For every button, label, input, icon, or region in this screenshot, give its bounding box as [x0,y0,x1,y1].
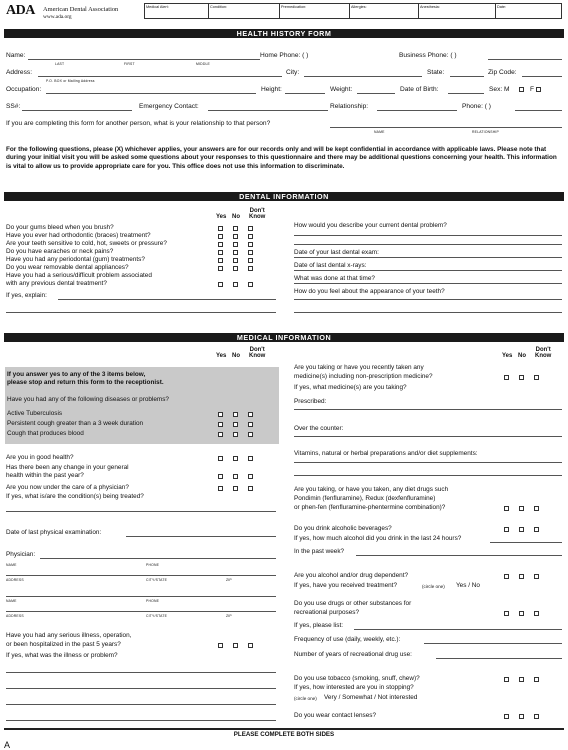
physician-label: Physician: [6,551,36,558]
med-q-past-week: In the past week? [294,548,345,555]
med-checkbox[interactable] [248,474,253,479]
dental-checkbox[interactable] [233,258,238,263]
frequency-field[interactable] [424,643,562,644]
med-q-change-2: health within the past year? [6,472,84,479]
med-checkbox[interactable] [534,527,539,532]
business-phone-field[interactable] [488,59,562,60]
ss-label: SS#: [6,103,21,110]
height-label: Height: [261,86,282,93]
state-label: State: [427,69,445,76]
med-checkbox[interactable] [504,611,509,616]
med-checkbox[interactable] [534,611,539,616]
physician-address-field[interactable] [6,575,276,576]
physician-citystate-hint: CITY/STATE [146,578,168,582]
dental-yes-header: Yes [216,214,227,221]
med-checkbox[interactable] [248,486,253,491]
intro-paragraph: For the following questions, please (X) whichever applies, your answers are for our records only and will be kept confidential in accordance with applicable laws. Please note that during your initial visit you will be asked some questions about your responses to this questionnaire and there may be additional questions concerning your health. This information is vital to allow us to provide appropriate care for you. This office does not use this information to discriminate. [6,146,557,170]
med-checkbox[interactable] [233,474,238,479]
physician2-citystate-hint: CITY/STATE [146,614,168,618]
med-checkbox[interactable] [504,375,509,380]
circle-one-hint: (circle one) [422,584,445,589]
med-checkbox[interactable] [504,574,509,579]
medical-right-no-header: No [518,353,526,360]
med-checkbox[interactable] [504,527,509,532]
tb-checkbox[interactable] [233,432,238,437]
other-person-question: If you are completing this form for another person, what is your relationship to that person? [6,120,271,127]
occupation-label: Occupation: [6,86,42,93]
middle-hint: MIDDLE [196,62,211,66]
relationship-hint: RELATIONSHIP [472,130,500,134]
stopping-interest-options[interactable]: Very / Somewhat / Not interested [324,694,418,701]
dental-q-gums: Do your gums bleed when you brush? [6,224,114,231]
med-q-contacts: Do you wear contact lenses? [294,712,377,719]
conditions-field[interactable] [6,511,276,512]
med-q-physician-care: Are you now under the care of a physician? [6,484,129,491]
illness-field-2[interactable] [6,688,276,689]
tb-cough-blood: Cough that produces blood [7,430,84,437]
dental-checkbox[interactable] [248,234,253,239]
medical-title: MEDICAL INFORMATION [4,333,564,342]
appearance-field-2[interactable] [294,312,562,313]
allergies-box[interactable]: Allergies: [350,4,419,18]
med-checkbox[interactable] [233,456,238,461]
treatment-yes-no[interactable]: Yes / No [456,582,480,589]
med-checkbox[interactable] [519,714,524,719]
med-checkbox[interactable] [218,486,223,491]
dental-explain-field-2[interactable] [6,312,276,313]
tb-checkbox[interactable] [248,422,253,427]
med-checkbox[interactable] [504,506,509,511]
dob-label: Date of Birth: [400,86,439,93]
date-box[interactable]: Date: [497,5,507,9]
address-hint: P.O. BOX or Mailing Address [46,79,95,83]
dental-dontknow-header: Don't Know [249,208,266,221]
dental-q-periodontal: Have you had any periodontal (gum) treatments? [6,256,145,263]
med-checkbox[interactable] [519,574,524,579]
dental-checkbox[interactable] [218,250,223,255]
occupation-field[interactable] [46,93,256,94]
med-q-treatment: If yes, have you received treatment? [294,582,398,589]
last-physical-label: Date of last physical examination: [6,529,102,536]
med-checkbox[interactable] [519,375,524,380]
ada-org-name: American Dental Association [43,6,119,13]
years-field[interactable] [436,658,562,659]
med-q-alcohol: Do you drink alcoholic beverages? [294,525,392,532]
state-field[interactable] [450,76,484,77]
what-done-field[interactable] [294,283,562,284]
emergency-label: Emergency Contact: [139,103,199,110]
medical-right-yes-header: Yes [502,353,513,360]
condition-box[interactable]: Condition: [209,4,280,18]
diseases-question: Have you had any of the following diseases or problems? [7,396,169,403]
premedication-box[interactable]: Premedication: [280,4,350,18]
dental-q-what-done: What was done at that time? [294,275,375,282]
med-checkbox[interactable] [519,527,524,532]
physician-phone-hint: PHONE [146,563,160,567]
corner-label: A [4,740,11,750]
tb-checkbox[interactable] [248,412,253,417]
tb-checkbox[interactable] [218,412,223,417]
med-checkbox[interactable] [233,643,238,648]
vitamins-field-2[interactable] [294,475,562,476]
med-checkbox[interactable] [519,611,524,616]
city-field[interactable] [304,76,422,77]
dental-checkbox[interactable] [248,242,253,247]
med-q-change-1: Has there been any change in your general [6,464,129,471]
tb-persistent-cough: Persistent cough greater than a 3 week duration [7,420,144,427]
name-label: Name: [6,52,26,59]
last-hint: LAST [55,62,65,66]
med-checkbox[interactable] [218,474,223,479]
med-q-years: Number of years of recreational drug use: [294,651,412,658]
physician2-zip-hint: ZIP [226,614,232,618]
weight-label: Weight: [330,86,353,93]
prescribed-field[interactable] [294,409,562,410]
circle-one-hint-2: (circle one) [294,696,317,701]
illness-field-3[interactable] [6,704,276,705]
footer-note: PLEASE COMPLETE BOTH SIDES [233,731,335,738]
dental-q-last-exam: Date of your last dental exam: [294,249,379,256]
physician2-name-hint: NAME [6,599,17,603]
tb-checkbox[interactable] [248,432,253,437]
last-exam-field[interactable] [294,257,562,258]
prescribed-label: Prescribed: [294,398,327,405]
zip-label: Zip Code: [488,69,517,76]
business-phone-label: Business Phone: ( ) [399,52,457,59]
med-q-dependent: Are you alcohol and/or drug dependent? [294,572,409,579]
med-q-diet-1: Are you taking, or have you taken, any diet drugs such [294,486,449,493]
medical-dontknow-header: Don't Know [249,347,266,360]
height-field[interactable] [285,93,325,94]
medical-no-header: No [232,353,240,360]
last-physical-field[interactable] [126,536,276,537]
dental-q-orthodontic: Have you ever had orthodontic (braces) treatment? [6,232,151,239]
med-q-recreational-1: Do you use drugs or other substances for [294,600,412,607]
illness-field-1[interactable] [6,672,276,673]
dental-checkbox[interactable] [218,266,223,271]
emergency-field[interactable] [208,110,328,111]
medical-yes-header: Yes [216,353,227,360]
dental-q-earaches: Do you have earaches or neck pains? [6,248,114,255]
dental-checkbox[interactable] [233,234,238,239]
physician-zip-hint: ZIP [226,578,232,582]
dental-q-describe: How would you describe your current dental problem? [294,222,447,229]
dental-checkbox[interactable] [248,258,253,263]
dental-q-serious-2: with any previous dental treatment? [6,280,107,287]
ada-url: www.ada.org [43,14,72,20]
dental-q-last-xrays: Date of last dental x-rays: [294,262,367,269]
med-q-diet-3: or phen-fen (fenfluramine-phentermine combination)? [294,504,446,511]
last-xrays-field[interactable] [294,270,562,271]
relationship-label: Relationship: [330,103,369,110]
phone-field[interactable] [515,110,562,111]
physician-name-field[interactable] [40,558,276,559]
illness-field-4[interactable] [6,720,276,721]
dental-checkbox[interactable] [233,242,238,247]
otc-field[interactable] [294,436,562,437]
dental-checkbox[interactable] [233,282,238,287]
physician2-address-field[interactable] [6,611,276,612]
med-checkbox[interactable] [248,456,253,461]
physician2-name-field[interactable] [6,596,276,597]
name-hint: NAME [374,130,385,134]
name-field[interactable] [28,59,260,60]
address-label: Address: [6,69,33,76]
dental-checkbox[interactable] [248,250,253,255]
dental-checkbox[interactable] [233,250,238,255]
med-checkbox[interactable] [218,643,223,648]
dental-describe-field-2[interactable] [294,244,562,245]
dental-checkbox[interactable] [233,226,238,231]
med-q-frequency: Frequency of use (daily, weekly, etc.): [294,636,401,643]
dental-no-header: No [232,214,240,221]
phone-label: Phone: ( ) [462,103,491,110]
sex-f-label: F [530,86,535,93]
drug-list-field[interactable] [354,629,562,630]
other-person-field[interactable] [330,127,562,128]
med-checkbox[interactable] [218,456,223,461]
anesthesia-box[interactable]: Anesthesia: [419,4,496,18]
tb-checkbox[interactable] [218,422,223,427]
med-checkbox[interactable] [248,643,253,648]
header-boxes [144,3,562,19]
tb-checkbox[interactable] [233,422,238,427]
alcohol-24h-field[interactable] [490,542,562,543]
med-q-medicine-1: Are you taking or have you recently taken any [294,364,424,371]
med-checkbox[interactable] [504,714,509,719]
dental-checkbox[interactable] [218,234,223,239]
med-checkbox[interactable] [233,486,238,491]
dental-title: DENTAL INFORMATION [4,192,564,201]
physician2-address-hint: ADDRESS [6,614,24,618]
dental-q-serious-1: Have you had a serious/difficult problem associated [6,272,152,279]
medical-alert-box[interactable]: Medical Alert: [145,4,209,18]
past-week-field[interactable] [356,555,562,556]
med-q-alcohol-24h: If yes, how much alcohol did you drink in the last 24 hours? [294,535,462,542]
physician-address-hint: ADDRESS [6,578,24,582]
sex-m-checkbox[interactable] [519,87,524,92]
med-q-good-health: Are you in good health? [6,454,74,461]
dental-q-appearance: How do you feel about the appearance of your teeth? [294,288,445,295]
ada-logo: ADA [6,3,35,18]
med-q-recreational-2: recreational purposes? [294,609,360,616]
address-field[interactable] [38,76,282,77]
tb-checkbox[interactable] [233,412,238,417]
appearance-field[interactable] [294,299,562,300]
med-checkbox[interactable] [519,506,524,511]
dental-q-explain: If yes, explain: [6,292,47,299]
relationship-field[interactable] [377,110,457,111]
med-q-diet-2: Pondimin (fenfluramine), Redux (dexfenfluramine) [294,495,436,502]
dental-checkbox[interactable] [218,242,223,247]
dental-checkbox[interactable] [218,226,223,231]
med-checkbox[interactable] [519,677,524,682]
med-checkbox[interactable] [534,506,539,511]
physician2-phone-hint: PHONE [146,599,160,603]
med-checkbox[interactable] [534,714,539,719]
med-q-medicine-2: medicine(s) including non-prescription medicine? [294,373,433,380]
vitamins-field[interactable] [294,462,562,463]
dental-checkbox[interactable] [218,258,223,263]
otc-label: Over the counter: [294,425,344,432]
dental-checkbox[interactable] [233,266,238,271]
med-q-which-medicine: If yes, what medicine(s) are you taking? [294,384,407,391]
dental-q-sensitive: Are your teeth sensitive to cold, hot, sweets or pressure? [6,240,167,247]
weight-field[interactable] [357,93,395,94]
tb-checkbox[interactable] [218,432,223,437]
dob-field[interactable] [448,93,484,94]
sex-label: Sex: M [489,86,510,93]
med-q-illness-what: If yes, what was the illness or problem? [6,652,118,659]
dental-checkbox[interactable] [218,282,223,287]
med-checkbox[interactable] [534,375,539,380]
med-q-list: If yes, please list: [294,622,344,629]
dental-describe-field[interactable] [294,235,562,236]
vitamins-label: Vitamins, natural or herbal preparations and/or diet supplements: [294,450,478,457]
zip-field[interactable] [522,76,562,77]
sex-f-checkbox[interactable] [536,87,541,92]
med-q-conditions: If yes, what is/are the condition(s) being treated? [6,493,144,500]
ss-field[interactable] [22,110,132,111]
med-q-stopping: If yes, how interested are you in stopping? [294,684,414,691]
dental-checkbox[interactable] [248,226,253,231]
dental-q-appliances: Do you wear removable dental appliances? [6,264,129,271]
med-checkbox[interactable] [534,574,539,579]
bottom-border [4,728,564,730]
physician-name-hint: NAME [6,563,17,567]
home-phone-label: Home Phone: ( ) [260,52,309,59]
city-label: City: [286,69,300,76]
med-q-serious-illness-2: or been hospitalized in the past 5 years? [6,641,121,648]
form-title: HEALTH HISTORY FORM [4,29,564,38]
dental-checkbox[interactable] [248,282,253,287]
med-q-serious-illness-1: Have you had any serious illness, operation, [6,632,132,639]
dental-checkbox[interactable] [248,266,253,271]
tb-active: Active Tuberculosis [7,410,63,417]
med-q-tobacco: Do you use tobacco (smoking, snuff, chew)? [294,675,420,682]
stop-instruction-2: please stop and return this form to the receptionist. [7,379,164,386]
medical-right-dontknow-header: Don't Know [535,347,552,360]
first-hint: FIRST [124,62,135,66]
med-checkbox[interactable] [534,677,539,682]
stop-instruction-1: If you answer yes to any of the 3 items below, [7,371,146,378]
dental-explain-field[interactable] [58,299,276,300]
med-checkbox[interactable] [504,677,509,682]
